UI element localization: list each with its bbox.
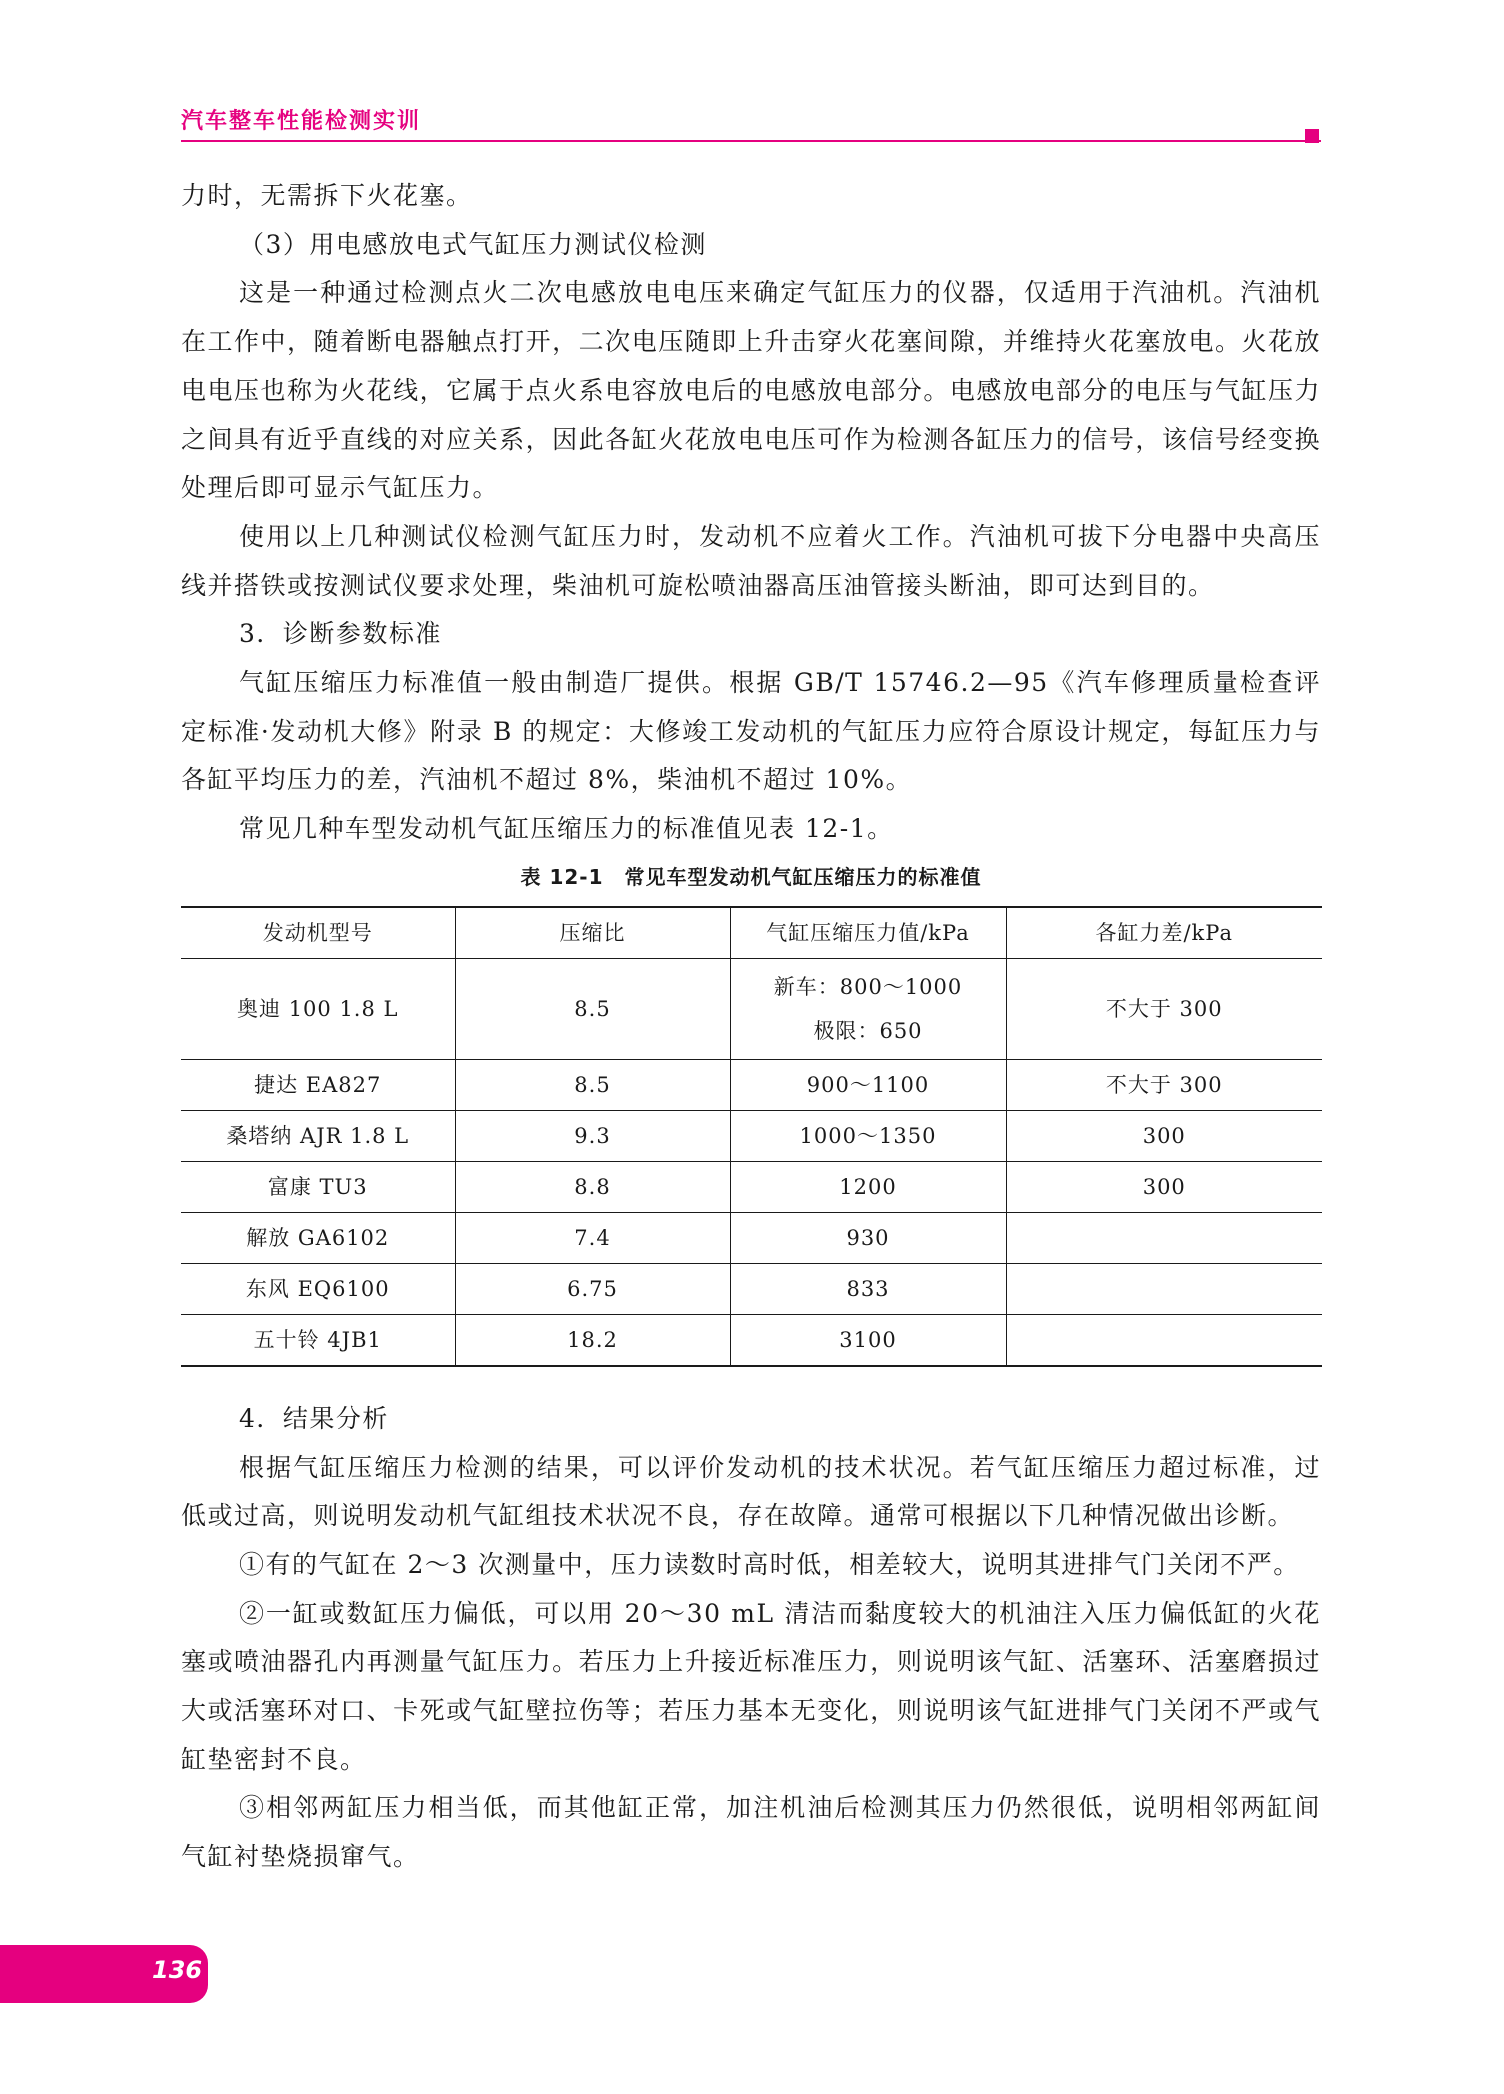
cell-compression-pressure — [730, 958, 1006, 1059]
paragraph-test-precaution: 使用以上几种测试仪检测气缸压力时，发动机不应着火工作。汽油机可拔下分电器中央高压线并搭铁或按测试仪要求处理，柴油机可旋松喷油器高压油管接头断油，即可达到目的。 — [181, 521, 1321, 600]
cell-pressure-limit: 极限：650 — [813, 1018, 923, 1043]
table-row — [181, 1110, 1322, 1161]
cell-compression-ratio: 18.2 — [455, 1314, 730, 1366]
cell-compression-pressure: 1200 — [730, 1161, 1006, 1212]
table-row — [181, 958, 1322, 1059]
cell-cylinder-difference — [1006, 1314, 1322, 1366]
cell-pressure-new: 新车：800～1000 — [773, 974, 963, 999]
column-header-cylinder-difference: 各缸力差/kPa — [1006, 907, 1322, 959]
cell-engine-model: 解放 GA6102 — [181, 1212, 455, 1263]
table-row — [181, 1161, 1322, 1212]
cell-compression-ratio: 7.4 — [455, 1212, 730, 1263]
cell-engine-model: 五十铃 4JB1 — [181, 1314, 455, 1366]
column-header-compression-ratio: 压缩比 — [455, 907, 730, 959]
cell-cylinder-difference: 300 — [1006, 1161, 1322, 1212]
table-caption: 表 12-1 常见车型发动机气缸压缩压力的标准值 — [520, 864, 982, 889]
paragraph-tester-principle: 这是一种通过检测点火二次电感放电电压来确定气缸压力的仪器，仅适用于汽油机。汽油机在工作中，随着断电器触点打开，二次电压随即上升击穿火花塞间隙，并维持火花塞放电。火花放电电压也称为火花线，它属于点火系电容放电后的电感放电部分。电感放电部分的电压与气缸压力之间具有近乎直线的对应关系，因此各缸火花放电电压可作为检测各缸压力的信号，该信号经变换处理后即可显示气缸压力。 — [181, 278, 1321, 503]
table-row — [181, 1314, 1322, 1366]
cell-cylinder-difference — [1006, 1263, 1322, 1314]
cell-compression-ratio: 8.5 — [455, 1059, 730, 1110]
cell-cylinder-difference: 300 — [1006, 1110, 1322, 1161]
paragraph-diagnosis-2: ②一缸或数缸压力偏低，可以用 20～30 mL 清洁而黏度较大的机油注入压力偏低缸的火花塞或喷油器孔内再测量气缸压力。若压力上升接近标准压力，则说明该气缸、活塞环、活塞磨损过大或活塞环对口、卡死或气缸壁拉伤等；若压力基本无变化，则说明该气缸进排气门关闭不严或气缸垫密封不良。 — [181, 1598, 1321, 1774]
cell-compression-pressure: 1000～1350 — [730, 1110, 1006, 1161]
header-square-marker — [1305, 129, 1319, 143]
cell-cylinder-difference — [1006, 1212, 1322, 1263]
cell-compression-pressure: 3100 — [730, 1314, 1006, 1366]
compression-spec-table — [181, 906, 1322, 1367]
cell-engine-model: 桑塔纳 AJR 1.8 L — [181, 1110, 455, 1161]
subheading-inductive-tester: （3）用电感放电式气缸压力测试仪检测 — [239, 229, 707, 259]
cell-engine-model: 东风 EQ6100 — [181, 1263, 455, 1314]
cell-compression-ratio: 9.3 — [455, 1110, 730, 1161]
cell-compression-pressure: 930 — [730, 1212, 1006, 1263]
table-row — [181, 1059, 1322, 1110]
table-row — [181, 1263, 1322, 1314]
table-row — [181, 1212, 1322, 1263]
paragraph-diagnosis-3: ③相邻两缸压力相当低，而其他缸正常，加注机油后检测其压力仍然很低，说明相邻两缸间气缸衬垫烧损窜气。 — [181, 1793, 1321, 1872]
spec-table-section — [181, 862, 1321, 1367]
paragraph-standard-values: 气缸压缩压力标准值一般由制造厂提供。根据 GB/T 15746.2—95《汽车修理质量检查评定标准·发动机大修》附录 B 的规定：大修竣工发动机的气缸压力应符合原设计规定，每缸压力与各缸平均压力的差，汽油机不超过 8%，柴油机不超过 10%。 — [181, 668, 1321, 795]
column-header-engine-model: 发动机型号 — [181, 907, 455, 959]
page-content — [181, 172, 1321, 1882]
cell-engine-model: 捷达 EA827 — [181, 1059, 455, 1110]
running-header-title: 汽车整车性能检测实训 — [181, 109, 422, 134]
page-number: 136 — [152, 1956, 203, 1984]
cell-compression-pressure: 900～1100 — [730, 1059, 1006, 1110]
paragraph-diagnosis-1: ①有的气缸在 2～3 次测量中，压力读数时高时低，相差较大，说明其进排气门关闭不严。 — [239, 1549, 1300, 1579]
section-heading-diagnostic-standard: 3．诊断参数标准 — [239, 619, 442, 649]
column-header-compression-pressure: 气缸压缩压力值/kPa — [730, 907, 1006, 959]
cell-compression-ratio: 6.75 — [455, 1263, 730, 1314]
paragraph-analysis-intro: 根据气缸压缩压力检测的结果，可以评价发动机的技术状况。若气缸压缩压力超过标准，过低或过高，则说明发动机气缸组技术状况不良，存在故障。通常可根据以下几种情况做出诊断。 — [181, 1452, 1321, 1531]
cell-compression-ratio: 8.5 — [455, 958, 730, 1059]
cell-cylinder-difference: 不大于 300 — [1006, 1059, 1322, 1110]
cell-engine-model: 奥迪 100 1.8 L — [181, 958, 455, 1059]
cell-cylinder-difference: 不大于 300 — [1006, 958, 1322, 1059]
cell-engine-model: 富康 TU3 — [181, 1161, 455, 1212]
cell-compression-ratio: 8.8 — [455, 1161, 730, 1212]
section-heading-result-analysis: 4．结果分析 — [239, 1403, 389, 1433]
cell-compression-pressure: 833 — [730, 1263, 1006, 1314]
table-header-row — [181, 907, 1322, 959]
paragraph-continuation: 力时，无需拆下火花塞。 — [181, 181, 473, 210]
paragraph-table-reference: 常见几种车型发动机气缸压缩压力的标准值见表 12-1。 — [239, 814, 894, 844]
header-rule — [181, 140, 1321, 142]
